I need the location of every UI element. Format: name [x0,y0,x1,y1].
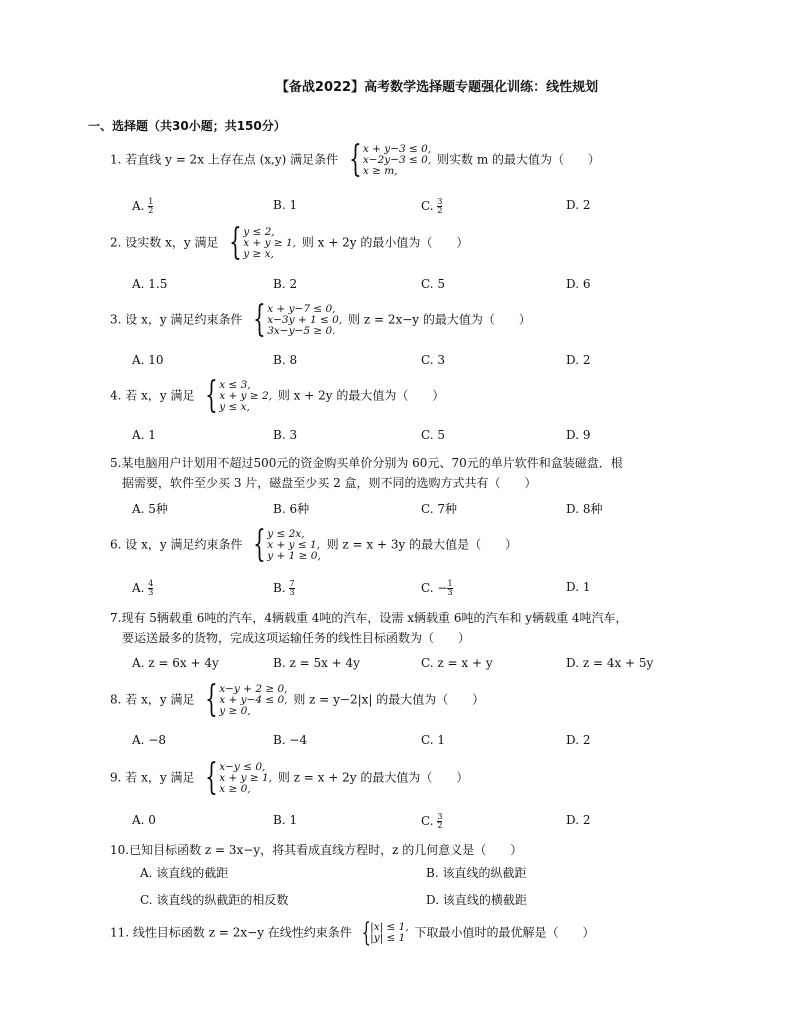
constraint: x−y + 2 ≥ 0, [219,682,288,695]
question-stem: 某电脑用户计划用不超过500元的资金购买单价分别为 60元、70元的单片软件和盒装磁盘．根 [121,456,623,470]
constraint: y ≥ x, [243,247,274,260]
option-c: C. 3 [421,353,446,367]
constraint: x ≥ 0, [219,782,251,795]
section-heading: 一、选择题（共30小题；共150分） [88,119,286,133]
option-b: B. $\frac{7}{3}$ [273,579,295,597]
option-d: D. 9 [566,428,591,442]
question-6 [110,524,518,565]
option-c: C. z = x + y [421,656,493,670]
question-number: 1. [110,152,122,167]
question-3 [110,299,531,340]
question-5 [110,453,710,493]
question-tail: 下取最小值时的最优解是（ ） [414,925,595,940]
option-c: C. 5 [421,428,446,442]
constraint: x + y−3 ≤ 0, [362,142,432,155]
constraint: y ≤ 2, [243,225,275,238]
constraint: x + y ≥ 2, [219,389,273,402]
question-number: 11. [110,925,130,940]
option-a: A. 1.5 [132,277,168,291]
constraint: |y| ≤ 1 [370,932,406,944]
question-number: 8. [110,692,122,707]
question-number: 6. [110,537,122,552]
question-number: 4. [110,388,122,403]
option-a: A. 0 [132,813,156,827]
question-stem-cont: 据需要，软件至少买 3 片，磁盘至少买 2 盒，则不同的选购方式共有（ ） [122,476,537,490]
option-c: C. 该直线的纵截距的相反数 [140,893,289,907]
option-b: B. 该直线的纵截距 [426,866,527,880]
option-b: B. 2 [273,277,298,291]
question-stem: 已知目标函数 z = 3x−y，将其看成直线方程时，z 的几何意义是（ ） [129,843,523,857]
constraint: y ≤ 2x, [267,527,305,540]
option-b: B. 1 [273,813,298,827]
question-number: 7. [110,611,122,625]
question-7 [110,608,710,648]
question-1 [110,139,601,180]
constraint: x−2y−3 ≤ 0, [362,153,432,166]
option-d: D. 该直线的横截距 [426,893,527,907]
question-tail: 则 z = x + 3y 的最大值是（ ） [326,537,518,552]
question-tail: 则 z = 2x−y 的最大值为（ ） [348,312,531,327]
constraint: x ≤ 3, [219,378,251,391]
question-tail: 则 x + 2y 的最大值为（ ） [277,388,445,403]
question-4 [110,375,445,416]
option-a: A. z = 6x + 4y [132,656,219,670]
constraint: x−3y + 1 ≤ 0, [267,313,343,326]
question-number: 10. [110,843,130,857]
constraint-system: { |x| ≤ 1, |y| ≤ 1 [361,918,409,948]
constraint: 3x−y−5 ≥ 0. [267,324,336,337]
option-d: D. 6 [566,277,591,291]
question-number: 3. [110,312,122,327]
constraint: x ≥ m, [362,164,398,177]
constraint: x + y ≥ 1, [219,771,273,784]
question-stem-cont: 要运送最多的货物，完成这项运输任务的线性目标函数为（ ） [122,631,471,645]
question-tail: 则 z = y−2|x| 的最大值为（ ） [293,692,485,707]
constraint: y + 1 ≥ 0, [267,549,321,562]
option-d: D. 8种 [566,502,603,516]
question-tail: 则 z = x + 2y 的最大值为（ ） [277,770,469,785]
constraint: |x| ≤ 1, [370,921,409,933]
constraint-system: { x + y−7 ≤ 0, x−3y + 1 ≤ 0, 3x−y−5 ≥ 0. [253,299,343,340]
constraint: x + y−4 ≤ 0, [219,693,288,706]
option-b: B. 6种 [273,502,310,516]
option-d: D. 2 [566,733,591,747]
option-c: C. 1 [421,733,446,747]
option-a: A. 10 [132,353,164,367]
constraint-system: { x + y−3 ≤ 0, x−2y−3 ≤ 0, x ≥ m, [349,139,432,180]
constraint-system: { y ≤ 2, x + y ≥ 1, y ≥ x, [229,222,297,263]
option-b: B. 1 [273,198,298,212]
constraint: y ≥ 0, [219,704,251,717]
question-tail: 则 x + 2y 的最小值为（ ） [301,235,469,250]
question-number: 2. [110,235,122,250]
constraint: y ≤ x, [219,400,250,413]
question-number: 5. [110,456,122,470]
question-2 [110,222,469,263]
option-b: B. 8 [273,353,298,367]
question-number: 9. [110,770,122,785]
question-stem: 现有 5辆载重 6吨的汽车，4辆载重 4吨的汽车，设需 x辆载重 6吨的汽车和 y辆载重 4吨汽车， [121,611,628,625]
question-8 [110,679,485,720]
question-tail: 则实数 m 的最大值为（ ） [437,152,601,167]
constraint-system: { x ≤ 3, x + y ≥ 2, y ≤ x, [205,375,273,416]
question-10 [110,840,522,860]
constraint: x−y ≤ 0, [219,760,266,773]
option-d: D. z = 4x + 5y [566,656,654,670]
option-c: C. − $\frac{1}{3}$ [421,579,453,597]
constraint: x + y ≤ 1, [267,538,321,551]
question-stem: 设 x，y 满足约束条件 [125,312,243,327]
option-d: D. 2 [566,813,591,827]
page-title: 【备战2022】高考数学选择题专题强化训练：线性规划 [275,80,599,95]
question-stem: 设实数 x，y 满足 [125,235,219,250]
option-a: A. 1 [132,428,156,442]
option-a: A. $\frac{4}{3}$ [132,579,154,597]
question-stem: 线性目标函数 z = 2x−y 在线性约束条件 [132,925,352,940]
question-stem: 若直线 y = 2x 上存在点 (x,y) 满足条件 [125,152,339,167]
option-a: A. −8 [132,733,166,747]
option-b: B. −4 [273,733,308,747]
constraint-system: { y ≤ 2x, x + y ≤ 1, y + 1 ≥ 0, [253,524,321,565]
option-c: C. 7种 [421,502,458,516]
constraint: x + y ≥ 1, [243,236,297,249]
option-a: A. 5种 [132,502,168,516]
question-stem: 若 x，y 满足 [125,388,195,403]
constraint: x + y−7 ≤ 0, [267,302,336,315]
option-d: D. 2 [566,353,591,367]
constraint-system: { x−y ≤ 0, x + y ≥ 1, x ≥ 0, [205,757,273,798]
option-b: B. z = 5x + 4y [273,656,360,670]
option-d: D. 2 [566,198,591,212]
question-stem: 设 x，y 满足约束条件 [125,537,243,552]
constraint-system: { x−y + 2 ≥ 0, x + y−4 ≤ 0, y ≥ 0, [205,679,288,720]
question-stem: 若 x，y 满足 [125,692,195,707]
option-b: B. 3 [273,428,298,442]
option-c: C. 5 [421,277,446,291]
option-c: C. $\frac{3}{2}$ [421,812,443,830]
question-stem: 若 x，y 满足 [125,770,195,785]
option-a: A. $\frac{1}{2}$ [132,197,154,215]
option-d: D. 1 [566,580,591,594]
option-c: C. $\frac{3}{2}$ [421,197,443,215]
option-a: A. 该直线的截距 [140,866,229,880]
question-9 [110,757,469,798]
question-11 [110,920,595,946]
